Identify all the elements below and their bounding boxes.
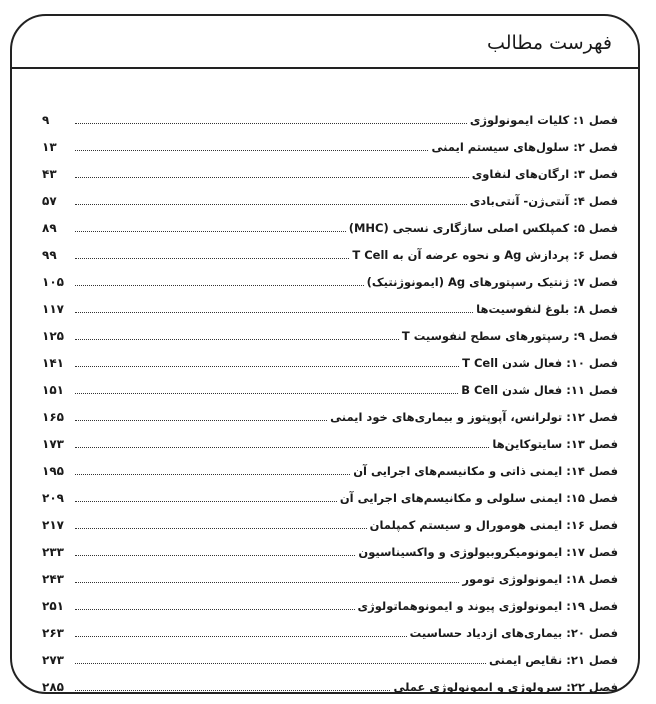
toc-entry[interactable]	[42, 289, 618, 316]
page-number: ۴۳	[42, 167, 57, 181]
chapter-title: فصل ۱۰: فعال شدن T Cell	[462, 356, 618, 370]
dot-leader	[75, 123, 467, 124]
page-title: فهرست مطالب	[487, 32, 612, 54]
chapter-title: فصل ۵: کمپلکس اصلی سازگاری نسجی (MHC)	[348, 221, 618, 235]
dot-leader	[75, 366, 459, 367]
chapter-title: فصل ۲۲: سرولوژی و ایمونولوژی عملی	[393, 680, 618, 694]
toc-entry[interactable]	[42, 127, 618, 154]
dot-leader	[75, 636, 407, 637]
toc-entry[interactable]	[42, 505, 618, 532]
dot-leader	[75, 528, 367, 529]
page-number: ۲۰۹	[42, 491, 64, 505]
page-number: ۱۲۵	[42, 329, 64, 343]
toc-entry[interactable]	[42, 586, 618, 613]
page-number: ۸۹	[42, 221, 57, 235]
page-number: ۱۷۳	[42, 437, 64, 451]
page-number: ۱۵۱	[42, 383, 64, 397]
dot-leader	[75, 339, 399, 340]
chapter-title: فصل ۲۰: بیماری‌های ازدیاد حساسیت	[409, 626, 618, 640]
dot-leader	[75, 420, 327, 421]
dot-leader	[75, 555, 355, 556]
chapter-title: فصل ۳: ارگان‌های لنفاوی	[471, 167, 618, 181]
dot-leader	[75, 285, 364, 286]
toc-entry[interactable]	[42, 397, 618, 424]
page-number: ۱۹۵	[42, 464, 64, 478]
toc-entry[interactable]	[42, 235, 618, 262]
chapter-title: فصل ۱۸: ایمونولوژی تومور	[462, 572, 618, 586]
toc-entry[interactable]	[42, 100, 618, 127]
chapter-title: فصل ۸: بلوغ لنفوسیت‌ها	[476, 302, 618, 316]
toc-entry[interactable]	[42, 262, 618, 289]
chapter-title: فصل ۱۲: تولرانس، آپوپتوز و بیماری‌های خود ایمنی	[330, 410, 618, 424]
dot-leader	[75, 663, 486, 664]
page-number: ۱۶۵	[42, 410, 64, 424]
toc-entry[interactable]	[42, 613, 618, 640]
chapter-title: فصل ۱۵: ایمنی سلولی و مکانیسم‌های اجرایی آن	[339, 491, 618, 505]
dot-leader	[75, 690, 390, 691]
dot-leader	[75, 204, 467, 205]
chapter-title: فصل ۱۱: فعال شدن B Cell	[461, 383, 618, 397]
page-number: ۲۱۷	[42, 518, 64, 532]
table-of-contents	[42, 100, 618, 694]
page-number: ۲۷۳	[42, 653, 64, 667]
dot-leader	[75, 393, 458, 394]
title-divider	[12, 67, 640, 69]
chapter-title: فصل ۹: رسپتورهای سطح لنفوسیت T	[401, 329, 618, 343]
page-number: ۵۷	[42, 194, 57, 208]
dot-leader	[75, 258, 349, 259]
dot-leader	[75, 501, 337, 502]
toc-entry[interactable]	[42, 208, 618, 235]
page-number: ۱۰۵	[42, 275, 64, 289]
chapter-title: فصل ۱۶: ایمنی هومورال و سیستم کمپلمان	[369, 518, 618, 532]
toc-entry[interactable]	[42, 370, 618, 397]
page-number: ۹	[42, 113, 50, 127]
toc-entry[interactable]	[42, 640, 618, 667]
chapter-title: فصل ۱۳: سایتوکاین‌ها	[492, 437, 618, 451]
chapter-title: فصل ۶: پردازش Ag و نحوه عرضه آن به T Cell	[352, 248, 618, 262]
chapter-title: فصل ۱۴: ایمنی ذاتی و مکانیسم‌های اجرایی آن	[353, 464, 618, 478]
page-number: ۲۳۳	[42, 545, 64, 559]
dot-leader	[75, 474, 350, 475]
toc-entry[interactable]	[42, 667, 618, 694]
page-number: ۲۴۳	[42, 572, 64, 586]
toc-entry[interactable]	[42, 451, 618, 478]
chapter-title: فصل ۷: ژنتیک رسپتورهای Ag (ایمونوژنتیک)	[366, 275, 618, 289]
page-number: ۱۳	[42, 140, 57, 154]
page-number: ۹۹	[42, 248, 57, 262]
dot-leader	[75, 150, 428, 151]
toc-entry[interactable]	[42, 343, 618, 370]
toc-entry[interactable]	[42, 181, 618, 208]
chapter-title: فصل ۴: آنتی‌ژن- آنتی‌بادی	[469, 194, 618, 208]
page-number: ۲۶۳	[42, 626, 64, 640]
dot-leader	[75, 312, 473, 313]
dot-leader	[75, 447, 489, 448]
chapter-title: فصل ۲۱: نقایص ایمنی	[488, 653, 618, 667]
dot-leader	[75, 177, 469, 178]
chapter-title: فصل ۱۷: ایمونومیکروبیولوژی و واکسیناسیون	[358, 545, 618, 559]
chapter-title: فصل ۱: کلیات ایمونولوژی	[469, 113, 618, 127]
page-number: ۱۱۷	[42, 302, 64, 316]
dot-leader	[75, 609, 355, 610]
toc-entry[interactable]	[42, 532, 618, 559]
chapter-title: فصل ۲: سلول‌های سیستم ایمنی	[431, 140, 618, 154]
dot-leader	[75, 231, 346, 232]
toc-entry[interactable]	[42, 316, 618, 343]
toc-entry[interactable]	[42, 154, 618, 181]
toc-entry[interactable]	[42, 559, 618, 586]
chapter-title: فصل ۱۹: ایمونولوژی پیوند و ایمونوهماتولوژی	[357, 599, 618, 613]
toc-entry[interactable]	[42, 478, 618, 505]
page-number: ۲۸۵	[42, 680, 64, 694]
page-number: ۲۵۱	[42, 599, 64, 613]
page-number: ۱۴۱	[42, 356, 64, 370]
dot-leader	[75, 582, 459, 583]
toc-entry[interactable]	[42, 424, 618, 451]
